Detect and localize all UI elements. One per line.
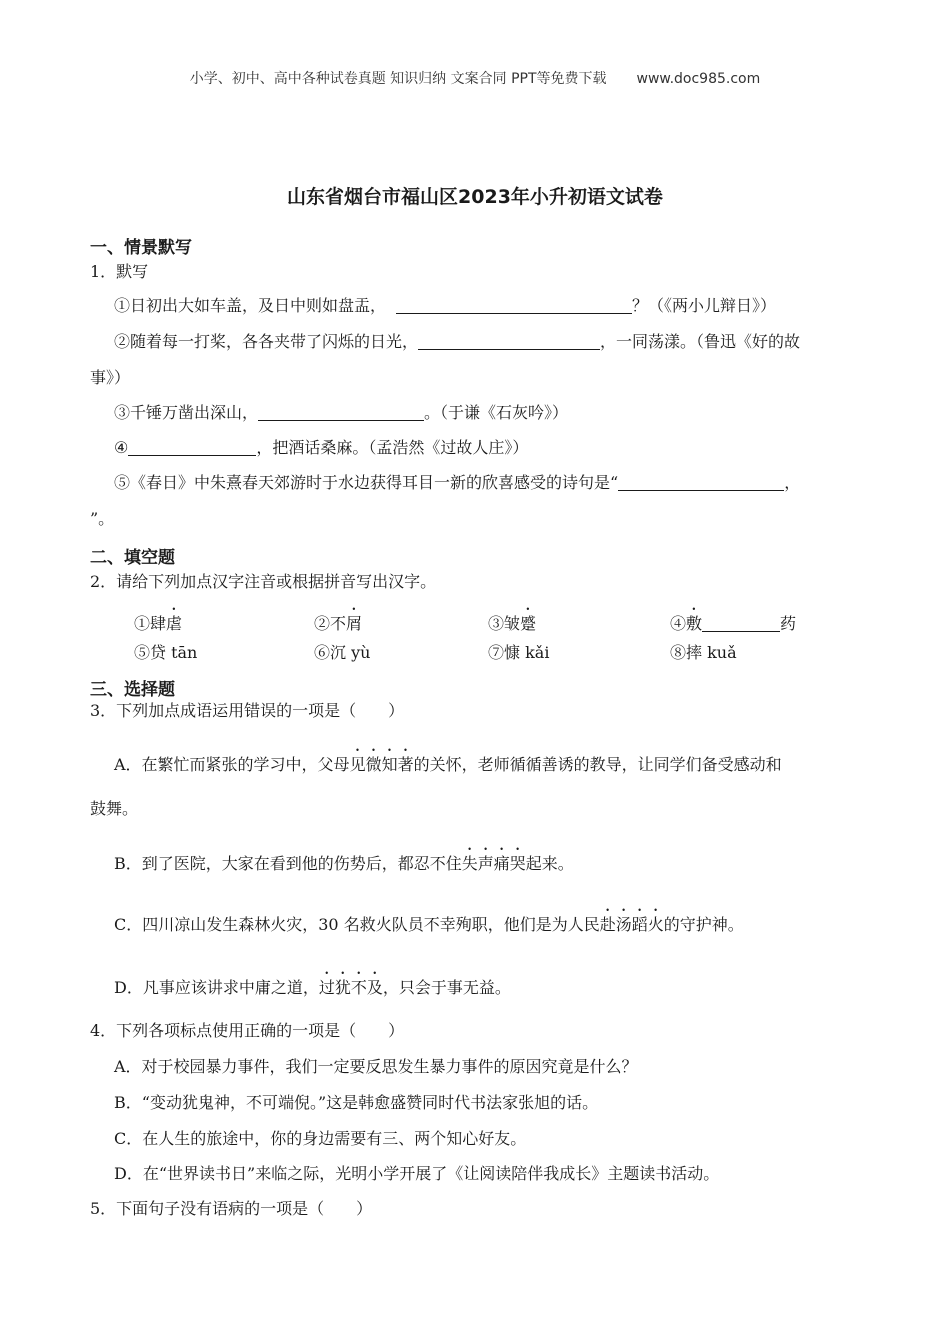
dotted-char: 虐 — [166, 614, 183, 633]
answer-blank[interactable] — [618, 474, 784, 491]
dotted-idiom: 见微知著 — [349, 755, 414, 774]
q1-line-3-post: 。（于谦《石灰吟》） — [424, 403, 569, 422]
q3-option-a-post: 的关怀，老师循循善诱的教导，让同学们备受感动和 — [413, 755, 782, 774]
answer-blank[interactable] — [128, 439, 256, 456]
question-2-stem: 2．请给下列加点汉字注音或根据拼音写出汉字。 — [90, 572, 437, 591]
q2-item-3 — [488, 605, 536, 634]
q1-line-4-post: ，把酒话桑麻。（孟浩然《过故人庄》） — [256, 438, 529, 457]
q2-item-2-prefix: ②不 — [314, 614, 347, 633]
q2-item-1 — [134, 605, 182, 634]
q1-line-2-cont: 事》） — [90, 368, 131, 387]
dotted-idiom: 失声痛哭 — [461, 854, 526, 873]
q1-line-5-cont: ”。 — [90, 509, 115, 528]
page-title: 山东省烟台市福山区2023年小升初语文试卷 — [287, 186, 663, 208]
dotted-idiom: 过犹不及 — [318, 978, 383, 997]
q2-item-1-prefix: ①肆 — [134, 614, 167, 633]
q3-option-d-pre: D．凡事应该讲求中庸之道， — [114, 978, 319, 997]
answer-blank[interactable] — [702, 615, 780, 632]
q2-item-4-suffix: 药 — [780, 614, 797, 633]
q2-item-8: ⑧摔 kuǎ — [670, 643, 737, 662]
q1-line-4 — [114, 435, 528, 458]
q1-line-5-pre: ⑤《春日》中朱熹春天郊游时于水边获得耳目一新的欣喜感受的诗句是“ — [114, 473, 619, 492]
q2-item-7: ⑦慷 kǎi — [488, 643, 550, 662]
q1-line-1-pre: ①日初出大如车盖，及日中则如盘盂， — [114, 296, 387, 315]
q1-line-2 — [114, 329, 800, 352]
q2-item-4-prefix: ④ — [670, 614, 687, 633]
q3-option-a-pre: A．在繁忙而紧张的学习中，父母 — [114, 755, 350, 774]
section-heading-3: 三、选择题 — [90, 680, 175, 700]
dotted-idiom: 赴汤蹈火 — [599, 915, 664, 934]
q1-line-1-post: ？（《两小儿辩日》） — [632, 296, 777, 315]
q1-line-2-post: ，一同荡漾。（鲁迅《好的故 — [600, 332, 801, 351]
q3-option-a-cont: 鼓舞。 — [90, 799, 139, 818]
q3-option-d-post: ，只会于事无益。 — [382, 978, 511, 997]
q1-line-1 — [114, 293, 776, 316]
q4-option-b: B．“变动犹鬼神，不可端倪。”这是韩愈盛赞同时代书法家张旭的话。 — [114, 1093, 599, 1112]
answer-blank[interactable] — [418, 333, 600, 350]
question-1-stem: 1．默写 — [90, 262, 149, 281]
q1-line-4-pre: ④ — [114, 438, 129, 457]
q3-option-a — [114, 746, 782, 775]
q1-line-3 — [114, 400, 568, 423]
dotted-char: 屑 — [346, 614, 363, 633]
q4-option-c: C．在人生的旅途中，你的身边需要有三、两个知心好友。 — [114, 1129, 527, 1148]
q1-line-5 — [114, 470, 800, 493]
answer-blank[interactable] — [396, 297, 632, 314]
question-5-stem: 5．下面句子没有语病的一项是（ ） — [90, 1199, 373, 1218]
q3-option-b-post: 起来。 — [525, 854, 574, 873]
q2-item-4 — [670, 605, 796, 634]
q3-option-d — [114, 969, 511, 998]
q2-item-2 — [314, 605, 362, 634]
q3-option-c-post: 的守护神。 — [663, 915, 744, 934]
question-4-stem: 4．下列各项标点使用正确的一项是（ ） — [90, 1021, 405, 1040]
page-header — [0, 68, 950, 88]
q4-option-a: A．对于校园暴力事件，我们一定要反思发生暴力事件的原因究竟是什么？ — [114, 1057, 638, 1076]
header-url[interactable]: www.doc985.com — [636, 71, 761, 87]
q2-item-6: ⑥沉 yù — [314, 643, 371, 662]
q1-line-3-pre: ③千锤万凿出深山， — [114, 403, 259, 422]
answer-blank[interactable] — [258, 404, 424, 421]
q2-item-3-prefix: ③皱 — [488, 614, 521, 633]
q3-option-c-pre: C．四川凉山发生森林火灾，30 名救火队员不幸殉职，他们是为人民 — [114, 915, 600, 934]
dotted-char: 敷 — [686, 614, 703, 633]
q3-option-c — [114, 906, 744, 935]
question-3-stem: 3．下列加点成语运用错误的一项是（ ） — [90, 701, 405, 720]
section-heading-1: 一、情景默写 — [90, 238, 192, 258]
q1-line-5-post: ， — [784, 473, 801, 492]
q1-line-2-pre: ②随着每一打桨，各各夹带了闪烁的日光， — [114, 332, 419, 351]
dotted-char: 蹙 — [520, 614, 537, 633]
q3-option-b — [114, 845, 574, 874]
section-heading-2: 二、填空题 — [90, 548, 175, 568]
q2-item-5: ⑤贷 tān — [134, 643, 198, 662]
q3-option-b-pre: B．到了医院，大家在看到他的伤势后，都忍不住 — [114, 854, 462, 873]
q4-option-d: D．在“世界读书日”来临之际，光明小学开展了《让阅读陪伴我成长》主题读书活动。 — [114, 1164, 720, 1183]
header-text: 小学、初中、高中各种试卷真题 知识归纳 文案合同 PPT等免费下载 — [189, 71, 607, 87]
